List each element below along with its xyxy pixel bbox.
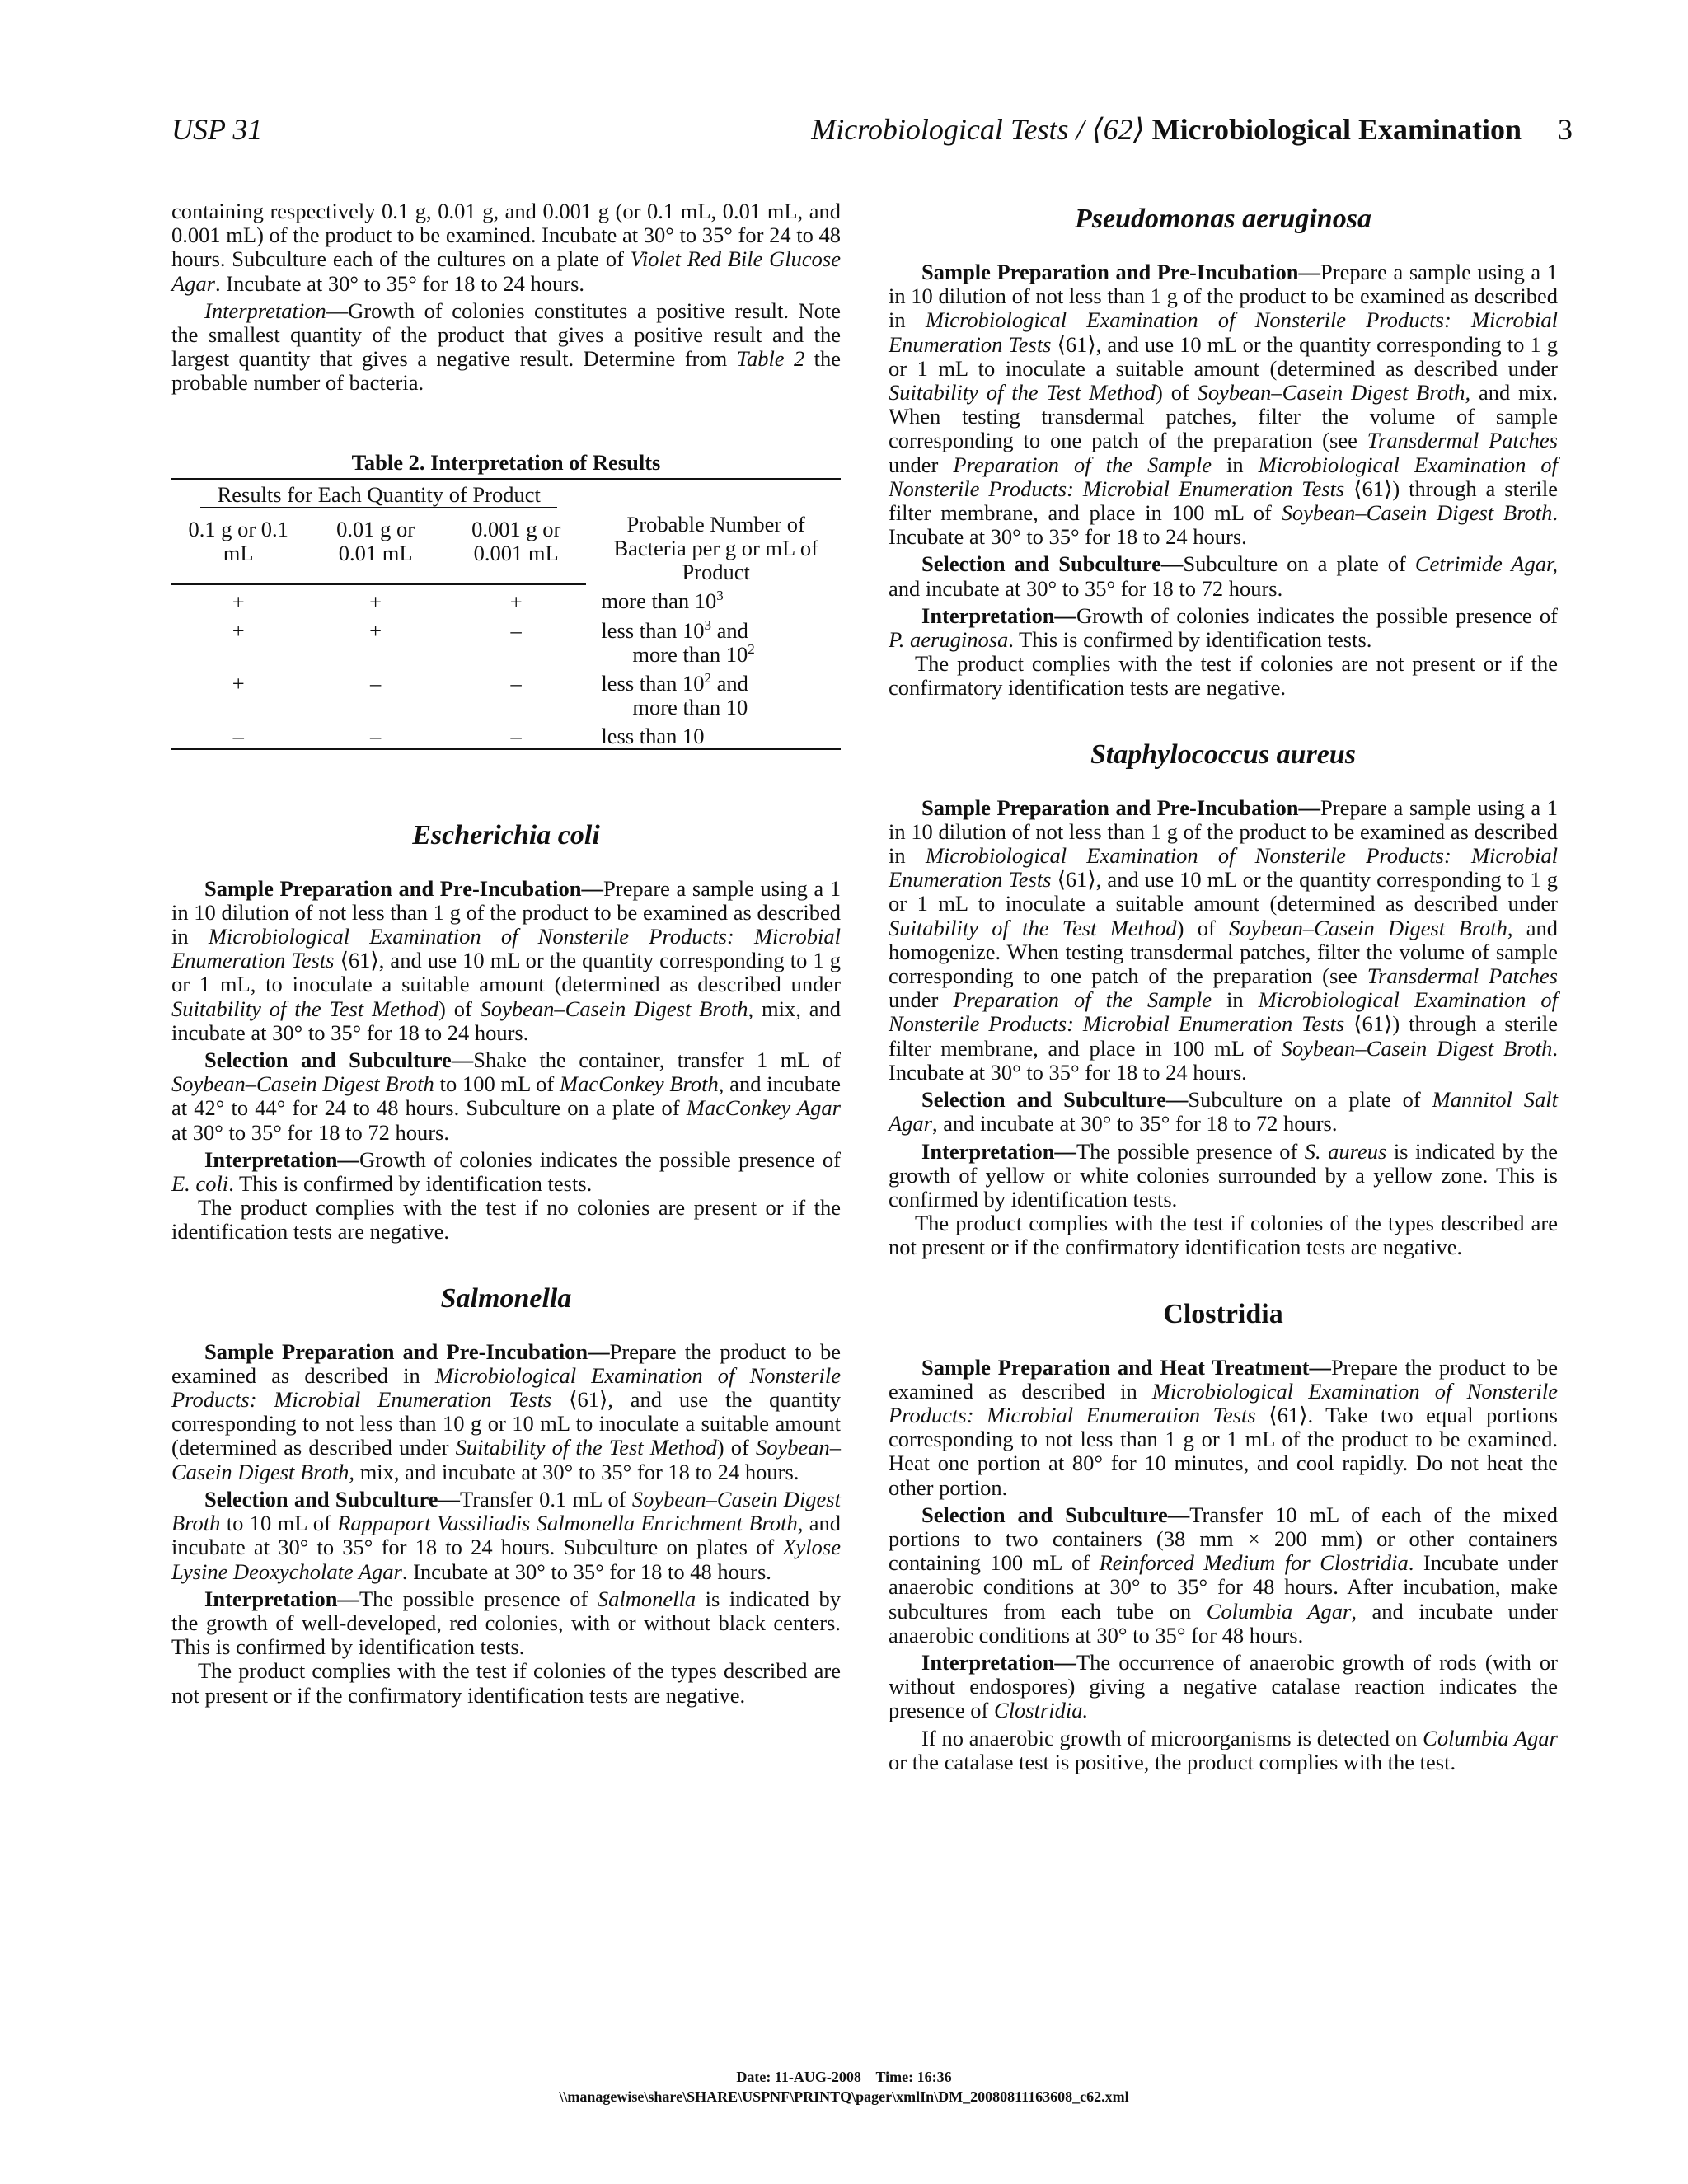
table-row: + + + more than $10^3$ xyxy=(232,587,724,614)
results-table-block xyxy=(171,450,841,750)
book-title: USP 31 xyxy=(171,113,263,146)
section-heading-staph: Staphylococcus aureus xyxy=(1090,738,1357,770)
table-col-header-2: 0.01 g or 0.01 mL xyxy=(305,518,446,583)
table-col-header-3: 0.001 g or 0.001 mL xyxy=(446,518,587,583)
section-heading-clostridia: Clostridia xyxy=(1163,1298,1283,1329)
pseudomonas-selection: Selection and Subculture—Subculture on a plate of Cetrimide Agar, and incubate at 30° to 35° for 18 to 72 hours. xyxy=(889,551,1558,601)
pseudomonas-sample-prep: Sample Preparation and Pre-Incubation—Prepare a sample using a 1 in 10 dilution of not less than 1 g of the product to be examined as described in Microbiological Examination of Nonsterile Products: Microbial Enumeration Tests ⟨61⟩, and use 10 mL or the quantity corresponding to 1 g or 1 mL to inoculate a suitable amount (determined as described under Suitability of the Test Method) of Soybean–Casein Digest Broth, and mix. When testing transdermal patches, filter the volume of sample corresponding to one patch of the preparation (see Transdermal Patches under Preparation of the Sample in Microbiological Examination of Nonsterile Products: Microbial Enumeration Tests ⟨61⟩) through a sterile filter membrane, and place in 100 mL of Soybean–Casein Digest Broth. Incubate at 30° to 35° for 18 to 24 hours. xyxy=(889,260,1559,550)
chapter-section: Microbiological Tests / ⟨62⟩ xyxy=(811,113,1145,146)
print-date: Date: 11-AUG-2008 Time: 16:36 xyxy=(736,2069,952,2085)
print-footer xyxy=(0,2067,1688,2107)
table-probable-header: Probable Number of Bacteria per g or mL of Product xyxy=(586,479,841,584)
salmonella-interpretation: Interpretation—The possible presence of Salmonella is indicated by the growth of well-developed, red colonies, with or without black centers. This is confirmed by identification tests. xyxy=(171,1586,841,1660)
results-table xyxy=(171,478,841,750)
staph-interpretation: Interpretation—The possible presence of S. aureus is indicated by the growth of yellow or white colonies surrounded by a yellow zone. This is confirmed by identification tests. xyxy=(889,1138,1558,1212)
staph-sample-prep: Sample Preparation and Pre-Incubation—Prepare a sample using a 1 in 10 dilution of not less than 1 g of the product to be examined as described in Microbiological Examination of Nonsterile Products: Microbial Enumeration Tests ⟨61⟩, and use 10 mL or the quantity corresponding to 1 g or 1 mL to inoculate a suitable amount (determined as described under Suitability of the Test Method) of Soybean–Casein Digest Broth, and homogenize. When testing transdermal patches, filter the volume of sample corresponding to one patch of the preparation (see Transdermal Patches under Preparation of the Sample in Microbiological Examination of Nonsterile Products: Microbial Enumeration Tests ⟨61⟩) through a sterile filter membrane, and place in 100 mL of Soybean–Casein Digest Broth. Incubate at 30° to 35° for 18 to 24 hours. xyxy=(889,794,1559,1085)
chapter-name: Microbiological Examination xyxy=(1151,113,1522,146)
ecoli-interpretation: Interpretation—Growth of colonies indicates the possible presence of E. coli. This is confirmed by identification tests. xyxy=(171,1146,841,1197)
staph-complies: The product complies with the test if colonies of the types described are not present or if the confirmatory identification tests are negative. xyxy=(889,1211,1558,1260)
section-heading-salmonella: Salmonella xyxy=(440,1282,572,1314)
section-heading-ecoli: Escherichia coli xyxy=(412,819,600,851)
right-column xyxy=(889,203,1558,1774)
print-file-path: \\managewise\share\SHARE\USPNF\PRINTQ\pager\xmlIn\DM_20080811163608_c62.xml xyxy=(559,2088,1129,2105)
paragraph-interpretation: Interpretation—Growth of colonies constitutes a positive result. Note the smallest quantity of the product that gives a positive result and the largest quantity that gives a negative result. Determine from Table 2 the probable number of bacteria. xyxy=(171,298,841,396)
salmonella-sample-prep: Sample Preparation and Pre-Incubation—Prepare the product to be examined as described in Microbiological Examination of Nonsterile Products: Microbial Enumeration Tests ⟨61⟩, and use the quantity corresponding to not less than 10 g or 10 mL to inoculate a suitable amount (determined as described under Suitability of the Test Method) of Soybean–Casein Digest Broth, mix, and incubate at 30° to 35° for 18 to 24 hours. xyxy=(171,1338,841,1484)
pseudomonas-complies: The product complies with the test if colonies are not present or if the confirmatory identification tests are negative. xyxy=(889,651,1558,701)
clostridia-interpretation: Interpretation—The occurrence of anaerobic growth of rods (with or without endospores) giving a negative catalase reaction indicates the presence of Clostridia. xyxy=(889,1649,1558,1723)
clostridia-selection: Selection and Subculture—Transfer 10 mL of each of the mixed portions to two containers (38 mm × 200 mm) or other containers containing 100 mL of Reinforced Medium for Clostridia. Incubate under anaerobic conditions at 30° to 35° for 48 hours. After incubation, make subcultures from each tube on Columbia Agar, and incubate under anaerobic conditions at 30° to 35° for 48 hours. xyxy=(889,1502,1558,1647)
salmonella-complies: The product complies with the test if colonies of the types described are not present or if the confirmatory identification tests are negative. xyxy=(171,1658,841,1708)
table-row: + + – less than $10^3$ and more than $10^2$ xyxy=(232,616,755,667)
ecoli-sample-prep: Sample Preparation and Pre-Incubation—Prepare a sample using a 1 in 10 dilution of not less than 1 g of the product to be examined as described in Microbiological Examination of Nonsterile Products: Microbial Enumeration Tests ⟨61⟩, and use 10 mL or the quantity corresponding to 1 g or 1 mL, to inoculate a suitable amount (determined as described under Suitability of the Test Method) of Soybean–Casein Digest Broth, mix, and incubate at 30° to 35° for 18 to 24 hours. xyxy=(171,875,841,1045)
pseudomonas-interpretation: Interpretation—Growth of colonies indicates the possible presence of P. aeruginosa. This is confirmed by identification tests. xyxy=(889,602,1558,653)
chapter-title xyxy=(811,112,1573,147)
page-number: 3 xyxy=(1558,113,1573,146)
salmonella-selection: Selection and Subculture—Transfer 0.1 mL of Soybean–Casein Digest Broth to 10 mL of Rappaport Vassiliadis Salmonella Enrichment Broth, and incubate at 30° to 35° for 18 to 24 hours. Subculture on plates of Xylose Lysine Deoxycholate Agar. Incubate at 30° to 35° for 18 to 48 hours. xyxy=(171,1486,841,1584)
paragraph-continued: containing respectively 0.1 g, 0.01 g, and 0.001 g (or 0.1 mL, 0.01 mL, and 0.001 mL) of the product to be examined. Incubate at 30° to 35° for 24 to 48 hours. Subculture each of the cultures on a plate of Violet Red Bile Glucose Agar. Incubate at 30° to 35° for 18 to 24 hours. xyxy=(171,199,841,296)
left-column xyxy=(171,199,841,1708)
clostridia-complies: If no anaerobic growth of microorganisms is detected on Columbia Agar or the catalase test is positive, the product complies with the test. xyxy=(889,1725,1558,1774)
staph-selection: Selection and Subculture—Subculture on a plate of Mannitol Salt Agar, and incubate at 30° to 35° for 18 to 72 hours. xyxy=(889,1087,1558,1137)
table-title: Table 2. Interpretation of Results xyxy=(351,449,661,475)
clostridia-sample-prep: Sample Preparation and Heat Treatment—Prepare the product to be examined as described in Microbiological Examination of Nonsterile Products: Microbial Enumeration Tests ⟨61⟩. Take two equal portions corresponding to not less than 1 g or 1 mL of the product to be examined. Heat one portion at 80° for 10 minutes, and cool rapidly. Do not heat the other portion. xyxy=(889,1354,1558,1500)
table-row: + – – less than $10^2$ and more than 10 xyxy=(232,669,748,719)
ecoli-complies: The product complies with the test if no colonies are present or if the identification tests are negative. xyxy=(171,1195,841,1244)
table-group-header: Results for Each Quantity of Product xyxy=(171,479,586,518)
table-row: – – – less than 10 xyxy=(171,719,841,749)
ecoli-selection: Selection and Subculture—Shake the container, transfer 1 mL of Soybean–Casein Digest Broth to 100 mL of MacConkey Broth, and incubate at 42° to 44° for 24 to 48 hours. Subculture on a plate of MacConkey Agar at 30° to 35° for 18 to 72 hours. xyxy=(171,1047,842,1145)
running-header xyxy=(171,112,1573,152)
table-col-header-1: 0.1 g or 0.1 mL xyxy=(171,518,305,583)
section-heading-pseudomonas: Pseudomonas aeruginosa xyxy=(1075,204,1372,234)
